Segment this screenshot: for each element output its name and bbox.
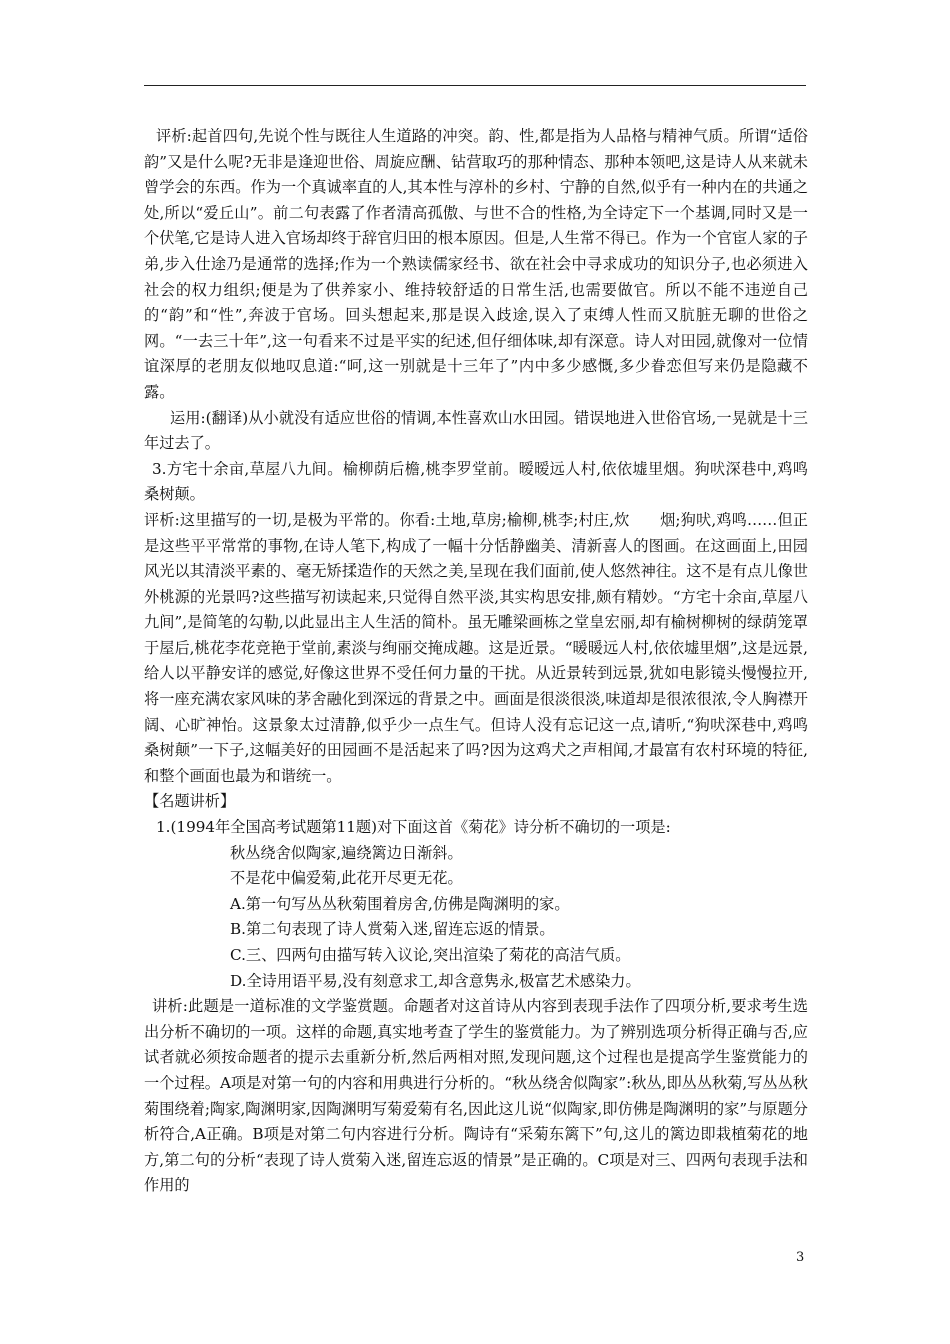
question-stem: 1.(1994年全国高考试题第11题)对下面这首《菊花》诗分析不确切的一项是:	[156, 818, 671, 837]
page-number: 3	[796, 1250, 805, 1265]
explanation-paragraph: 讲析:此题是一道标准的文学鉴赏题。命题者对这首诗从内容到表现手法作了四项分析,要求考生选出分析不确切的一项。这样的命题,真实地考查了学生的鉴赏能力。为了辨别选项分析得正确与否,应试者就必须按命题者的提示去重新分析,然后两相对照,发现问题,这个过程也是提高学生鉴赏能力的一个过程。A项是对第一句的内容和用典进行分析的。“秋丛绕舍似陶家”:秋丛,即丛丛秋菊,写丛丛秋菊围绕着;陶家,陶渊明家,因陶渊明写菊爱菊有名,因此这儿说“似陶家,即仿佛是陶渊明的家”与原题分析符合,A正确。B项是对第二句内容进行分析。陶诗有“采菊东篱下”句,这儿的篱边即栽植菊花的地方,第二句的分析“表现了诗人赏菊入迷,留连忘返的情景”是正确的。C项是对三、四两句表现手法和作用的	[144, 997, 808, 1195]
option-b: B.第二句表现了诗人赏菊入迷,留连忘返的情景。	[230, 920, 555, 939]
poem-line-1: 秋丛绕舍似陶家,遍绕篱边日渐斜。	[230, 843, 463, 862]
header-rule	[144, 85, 806, 86]
section-heading: 【名题讲析】	[144, 792, 236, 811]
option-a: A.第一句写丛丛秋菊围着房舍,仿佛是陶渊明的家。	[230, 894, 570, 913]
poem-line-2: 不是花中偏爱菊,此花开尽更无花。	[230, 869, 463, 888]
page-body	[144, 124, 808, 1199]
poem-lines-3: 3.方宅十余亩,草屋八九间。榆柳荫后檐,桃李罗堂前。暧暧远人村,依依墟里烟。狗吠深巷中,鸡鸣桑树颠。	[144, 459, 808, 504]
application-paragraph: 运用:(翻译)从小就没有适应世俗的情调,本性喜欢山水田园。错误地进入世俗官场,一晃就是十三年过去了。	[144, 408, 808, 453]
analysis-paragraph-1: 评析:起首四句,先说个性与既往人生道路的冲突。韵、性,都是指为人品格与精神气质。所谓“适俗韵”又是什么呢?无非是逢迎世俗、周旋应酬、钻营取巧的那种情态、那种本领吧,这是诗人从来就未曾学会的东西。作为一个真诚率直的人,其本性与淳朴的乡村、宁静的自然,似乎有一种内在的共通之处,所以“爱丘山”。前二句表露了作者清高孤傲、与世不合的性格,为全诗定下一个基调,同时又是一个伏笔,它是诗人进入官场却终于辞官归田的根本原因。但是,人生常不得已。作为一个官宦人家的子弟,步入仕途乃是通常的选择;作为一个熟读儒家经书、欲在社会中寻求成功的知识分子,也必须进入社会的权力组织;便是为了供养家小、维持较舒适的日常生活,也需要做官。所以不能不违逆自己的“韵”和“性”,奔波于官场。回头想起来,那是误入歧途,误入了束缚人性而又肮脏无聊的世俗之网。“一去三十年”,这一句看来不过是平实的纪述,但仔细体味,却有深意。诗人对田园,就像对一位情谊深厚的老朋友似地叹息道:“呵,这一别就是十三年了”内中多少感慨,多少眷恋但写来仍是隐藏不露。	[144, 127, 808, 401]
option-d: D.全诗用语平易,没有刻意求工,却含意隽永,极富艺术感染力。	[230, 971, 641, 990]
option-c: C.三、四两句由描写转入议论,突出渲染了菊花的高洁气质。	[230, 946, 631, 964]
analysis-paragraph-2: 评析:这里描写的一切,是极为平常的。你看:土地,草房;榆柳,桃李;村庄,炊 烟;狗吠,鸡鸣……但正是这些平平常常的事物,在诗人笔下,构成了一幅十分恬静幽美、清新喜人的图画。在这画面上,田园风光以其清淡平素的、毫无矫揉造作的天然之美,呈现在我们面前,使人悠然神往。这不是有点儿像世外桃源的光景吗?这些描写初读起来,只觉得自然平淡,其实构思安排,颇有精妙。“方宅十余亩,草屋八九间”,是简笔的勾勒,以此显出主人生活的简朴。虽无雕梁画栋之堂皇宏丽,却有榆树柳树的绿荫笼罩于屋后,桃花李花竞艳于堂前,素淡与绚丽交掩成趣。这是近景。“暖暖远人村,依依墟里烟”,这是远景,给人以平静安详的感觉,好像这世界不受任何力量的干扰。从近景转到远景,犹如电影镜头慢慢拉开,将一座充满农家风味的茅舍融化到深远的背景之中。画面是很淡很淡,味道却是很浓很浓,令人胸襟开阔、心旷神怡。这景象太过清静,似乎少一点生气。但诗人没有忘记这一点,请听,“狗吠深巷中,鸡鸣桑树颠”一下子,这幅美好的田园画不是活起来了吗?因为这鸡犬之声相闻,才最富有农村环境的特征,和整个画面也最为和谐统一。	[144, 510, 808, 785]
